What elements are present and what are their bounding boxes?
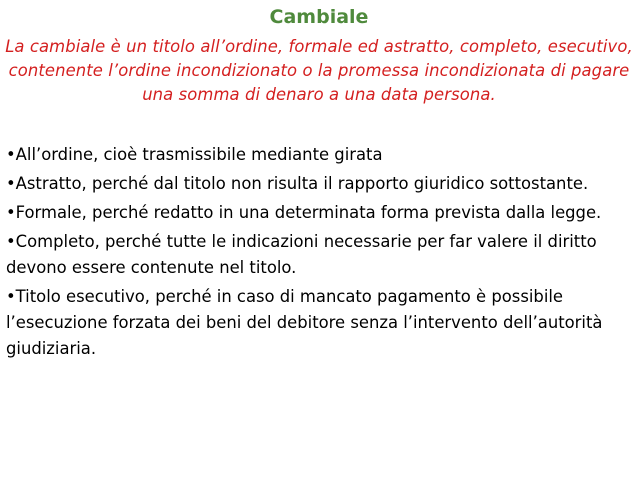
bullet-mark: • [6, 287, 16, 306]
definition-text: La cambiale è un titolo all’ordine, formale ed astratto, completo, esecutivo, contenente l’ordine incondizionato o la promessa incondizionata di pagare una somma di denaro a una data persona. [5, 37, 633, 104]
bullet-text: Titolo esecutivo, perché in caso di mancato pagamento è possibile l’esecuzione forzata dei beni del debitore senza l’intervento dell’autorità giudiziaria. [6, 287, 603, 358]
bullet-item-completo [6, 229, 634, 281]
bullet-item-esecutivo [6, 284, 634, 362]
bullet-text: Formale, perché redatto in una determinata forma prevista dalla legge. [15, 203, 602, 222]
bullet-text: All’ordine, cioè trasmissibile mediante girata [15, 145, 383, 164]
bullet-item-ordine [6, 142, 634, 168]
bullet-text: Completo, perché tutte le indicazioni necessarie per far valere il diritto devono essere contenute nel titolo. [6, 232, 597, 277]
bullet-mark: • [6, 203, 16, 222]
bullet-mark: • [6, 145, 16, 164]
bullet-list [6, 142, 634, 365]
bullet-mark: • [6, 232, 16, 251]
bullet-item-astratto [6, 171, 634, 197]
bullet-item-formale [6, 200, 634, 226]
bullet-mark: • [6, 174, 16, 193]
slide-title: Cambiale [269, 6, 369, 28]
bullet-text: Astratto, perché dal titolo non risulta il rapporto giuridico sottostante. [15, 174, 589, 193]
